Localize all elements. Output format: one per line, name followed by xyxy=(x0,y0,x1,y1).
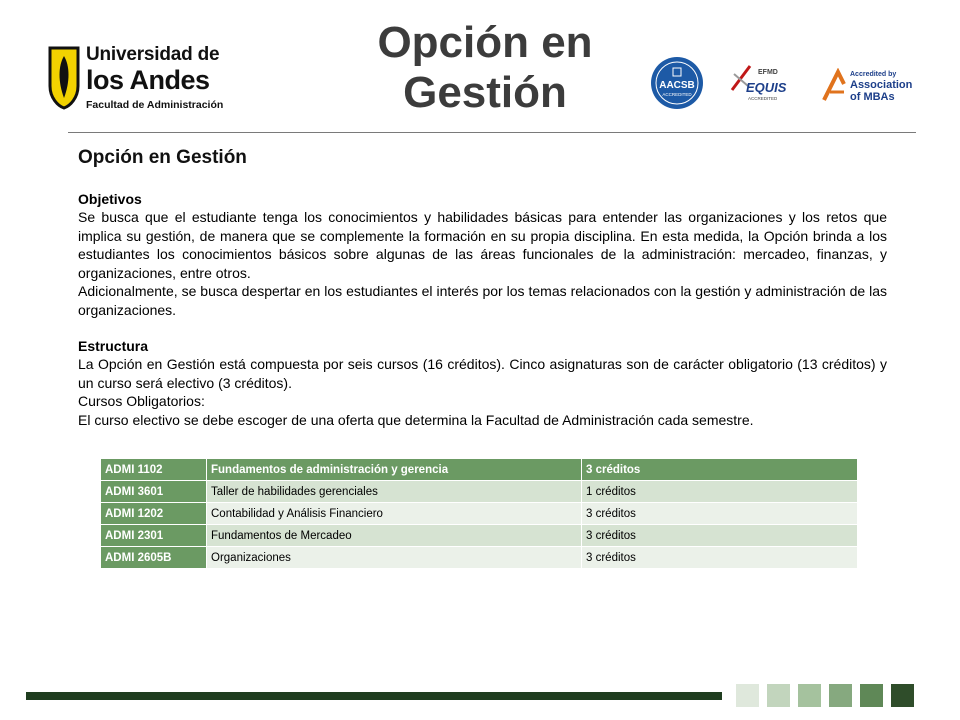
footer-square xyxy=(798,684,821,707)
footer-square xyxy=(829,684,852,707)
page-title-line-1: Opción en xyxy=(377,18,593,67)
estructura-heading: Estructura xyxy=(78,338,149,354)
course-credits: 3 créditos xyxy=(582,525,858,547)
course-credits: 1 créditos xyxy=(582,481,858,503)
footer-squares xyxy=(736,684,914,707)
objetivos-paragraph-2: Adicionalmente, se busca despertar en los estudiantes el interés por los temas relacionados con la gestión y administración de las organizaciones. xyxy=(78,283,887,318)
courses-table xyxy=(100,458,858,569)
amba-logo xyxy=(822,68,918,104)
logo-line-3: Facultad de Administración xyxy=(86,99,224,111)
aacsb-sub-text: ACCREDITED xyxy=(662,92,692,97)
course-name: Taller de habilidades gerenciales xyxy=(207,481,582,503)
footer-bar xyxy=(26,692,722,700)
course-code: ADMI 1202 xyxy=(101,503,207,525)
header-divider xyxy=(68,132,916,133)
course-name: Contabilidad y Análisis Financiero xyxy=(207,503,582,525)
course-credits: 3 créditos xyxy=(582,459,858,481)
table-row xyxy=(101,547,858,569)
course-name: Organizaciones xyxy=(207,547,582,569)
amba-line-1: Accredited by xyxy=(850,71,897,78)
aacsb-logo xyxy=(650,56,704,110)
table-row xyxy=(101,481,858,503)
course-code: ADMI 3601 xyxy=(101,481,207,503)
universidad-de-los-andes-logo xyxy=(48,40,228,120)
equis-logo xyxy=(728,60,792,106)
estructura-paragraph-3: El curso electivo se debe escoger de una oferta que determina la Facultad de Administración cada semestre. xyxy=(78,411,754,428)
course-code: ADMI 2301 xyxy=(101,525,207,547)
page-title-line-2: Gestión xyxy=(403,68,567,117)
amba-line-2: Association xyxy=(850,79,913,91)
estructura-paragraph-2: Cursos Obligatorios: xyxy=(78,393,205,409)
footer-square xyxy=(767,684,790,707)
course-code: ADMI 1102 xyxy=(101,459,207,481)
footer-square xyxy=(891,684,914,707)
table-row xyxy=(101,525,858,547)
footer-square xyxy=(860,684,883,707)
estructura-paragraph-1: La Opción en Gestión está compuesta por seis cursos (16 créditos). Cinco asignaturas son de carácter obligatorio (13 créditos) y un curso será electivo (3 créditos). xyxy=(78,356,887,391)
section-title: Opción en Gestión xyxy=(78,147,247,168)
course-credits: 3 créditos xyxy=(582,503,858,525)
shield-icon xyxy=(48,46,80,110)
logo-line-2: los Andes xyxy=(86,65,210,95)
amba-line-3: of MBAs xyxy=(850,91,895,103)
logo-line-1: Universidad de xyxy=(86,44,220,65)
objetivos-heading: Objetivos xyxy=(78,191,142,207)
equis-top-text: EFMD xyxy=(758,69,778,76)
objetivos-paragraph-1: Se busca que el estudiante tenga los conocimientos y habilidades básicas para entender las organizaciones y los retos que implica su gestión, de manera que se complemente la formación en su propia disciplina. En esta medida, la Opción brinda a los estudiantes los conocimientos básicos sobre algunas de las áreas funcionales de la administración: mercadeo, finanzas, y organizaciones, entre otros. xyxy=(78,209,887,281)
footer-square xyxy=(736,684,759,707)
page-title xyxy=(340,18,630,118)
course-name: Fundamentos de administración y gerencia xyxy=(207,459,582,481)
aacsb-text: AACSB xyxy=(659,80,695,91)
table-row xyxy=(101,459,858,481)
equis-sub-text: ACCREDITED xyxy=(748,96,778,101)
course-code: ADMI 2605B xyxy=(101,547,207,569)
course-credits: 3 créditos xyxy=(582,547,858,569)
main-content xyxy=(78,146,887,429)
equis-text: EQUIS xyxy=(746,80,787,95)
table-row xyxy=(101,503,858,525)
course-name: Fundamentos de Mercadeo xyxy=(207,525,582,547)
